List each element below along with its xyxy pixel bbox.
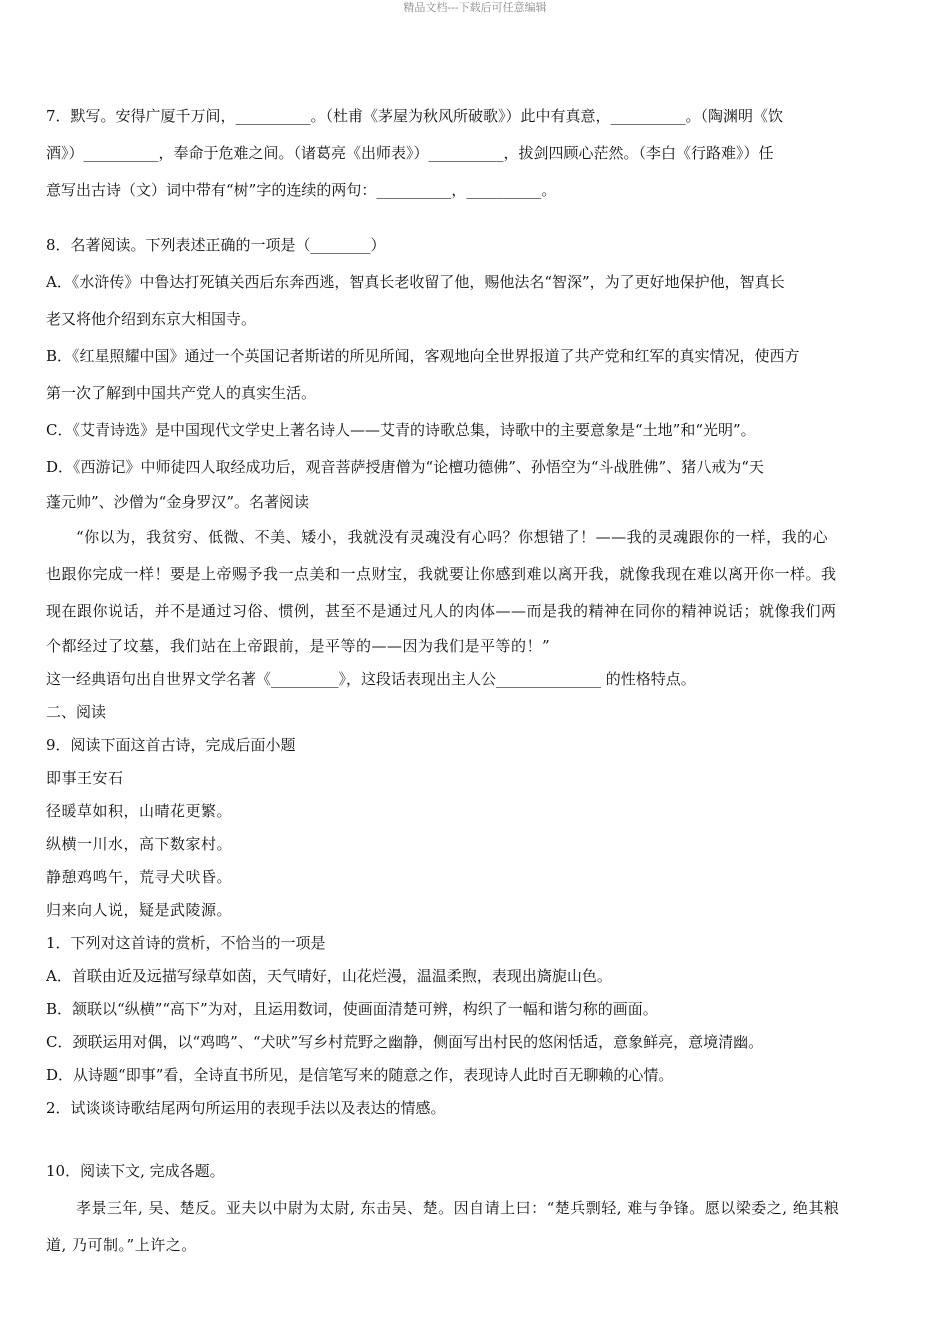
- question-8: [46, 227, 904, 696]
- q9-sub1: 1．下列对这首诗的赏析，不恰当的一项是: [46, 934, 326, 952]
- q7-line: 7．默写。安得广厦千万间，__________。（杜甫《茅屋为秋风所破歌》）此中有真意，__________。（陶渊明《饮: [46, 107, 784, 125]
- q8-stem: 8．名著阅读。下列表述正确的一项是（________）: [46, 236, 386, 254]
- q9-sub1-option: D．从诗题“即事”看，全诗直书所见，是信笔写来的随意之作，表现诗人此时百无聊赖的心情。: [46, 1066, 674, 1084]
- q9-sub1-option: C．颈联运用对偶，以“鸡鸣”、“犬吠”写乡村荒野之幽静，侧面写出村民的悠闲恬适，意象鲜亮，意境清幽。: [46, 1033, 764, 1051]
- question-10: [46, 1153, 904, 1264]
- q8-option: 老又将他介绍到东京大相国寺。: [46, 310, 257, 328]
- q8-quote-line: 个都经过了坟墓，我们站在上帝跟前，是平等的——因为我们是平等的！”: [46, 637, 551, 655]
- header-note: 精品文档---下载后可任意编辑: [403, 1, 547, 14]
- spacer: [46, 1125, 904, 1153]
- q10-stem: 10．阅读下文, 完成各题。: [46, 1162, 225, 1180]
- q8-follow-up: 这一经典语句出自世界文学名著《_________》，这段话表现出主人公______________ 的性格特点。: [46, 670, 696, 688]
- q9-stem: 9．阅读下面这首古诗，完成后面小题: [46, 736, 296, 754]
- q9-sub1-option: B．颔联以“纵横”“高下”为对，且运用数词，使画面清楚可辨，构织了一幅和谐匀称的画面。: [46, 1000, 658, 1018]
- poem-line: 纵横一川水，高下数家村。: [46, 835, 233, 853]
- q8-option: A．《水浒传》中鲁达打死镇关西后东奔西逃，智真长老收留了他，赐他法名“智深”，为了更好地保护他，智真长: [46, 273, 785, 291]
- q8-quote-line: 现在跟你说话，并不是通过习俗、惯例，甚至不是通过凡人的肉体——而是我的精神在同你的精神说话；就像我们两: [46, 602, 837, 620]
- q8-quote-line: 也跟你完成一样！要是上帝赐予我一点美和一点财宝，我就要让你感到难以离开我，就像我现在难以离开你一样。我: [46, 565, 837, 583]
- q10-text-line: 孝景三年, 吴、楚反。亚夫以中尉为太尉, 东击吴、楚。因自请上曰：“楚兵剽轻, 难与争锋。愿以梁委之, 绝其粮: [76, 1199, 840, 1217]
- q8-option: D．《西游记》中师徒四人取经成功后，观音菩萨授唐僧为“论檀功德佛”、孙悟空为“斗战胜佛”、猪八戒为“天: [46, 458, 764, 476]
- q8-option: 第一次了解到中国共产党人的真实生活。: [46, 384, 317, 402]
- q8-option: C．《艾青诗选》是中国现代文学史上著名诗人——艾青的诗歌总集，诗歌中的主要意象是“土地”和“光明”。: [46, 421, 756, 439]
- q8-option: B．《红星照耀中国》通过一个英国记者斯诺的所见所闻，客观地向全世界报道了共产党和红军的真实情况，使西方: [46, 347, 800, 365]
- document-body: [46, 98, 904, 1264]
- q8-quote-line: “你以为，我贫穷、低微、不美、矮小，我就没有灵魂没有心吗？你想错了！——我的灵魂跟你的一样，我的心: [76, 528, 829, 546]
- question-7: [46, 98, 904, 209]
- section-reading: [46, 696, 904, 1125]
- poem-title: 即事王安石: [46, 769, 124, 787]
- poem-line: 静憩鸡鸣午，荒寻犬吠昏。: [46, 868, 233, 886]
- spacer: [46, 209, 904, 227]
- poem-line: 径暖草如积，山晴花更繁。: [46, 802, 233, 820]
- q10-text-line: 道, 乃可制。”上许之。: [46, 1236, 197, 1254]
- poem-line: 归来向人说，疑是武陵源。: [46, 901, 233, 919]
- q7-line: 酒》）__________，奉命于危难之间。（诸葛亮《出师表》）__________，拔剑四顾心茫然。（李白《行路难》）任: [46, 144, 774, 162]
- q7-line: 意写出古诗（文）词中带有“树”字的连续的两句：__________，__________。: [46, 181, 557, 199]
- q9-sub2: 2．试谈谈诗歌结尾两句所运用的表现手法以及表达的情感。: [46, 1099, 446, 1117]
- q9-sub1-option: A．首联由近及远描写绿草如茵，天气晴好，山花烂漫，温温柔煦，表现出旖旎山色。: [46, 967, 612, 985]
- q8-option: 蓬元帅”、沙僧为“金身罗汉”。名著阅读: [46, 493, 310, 511]
- section-title: 二、阅读: [46, 703, 107, 721]
